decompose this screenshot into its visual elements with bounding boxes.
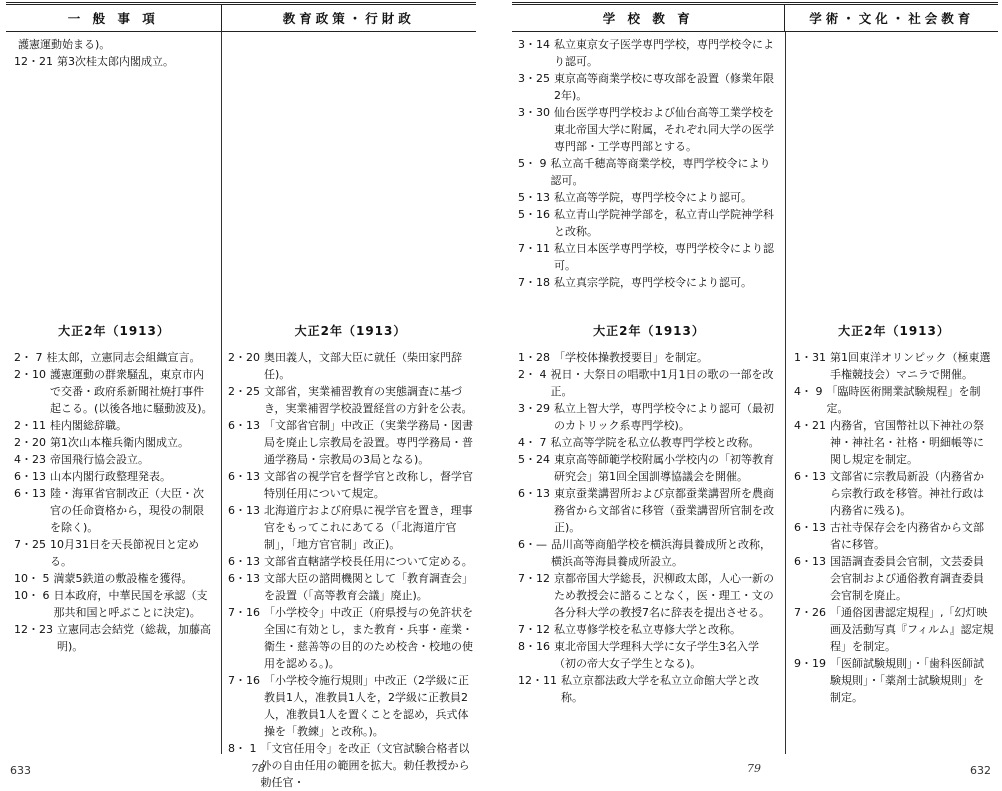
header-policy: 教育政策・行財政 bbox=[221, 5, 476, 31]
entry: 6・13 陸・海軍省官制改正（大臣・次官の任命資格から，現役の制限を除く)。 bbox=[14, 487, 204, 534]
entry: 6・13 文部省直轄諸学校長任用について定める。 bbox=[228, 555, 473, 568]
header-school: 学 校 教 育 bbox=[602, 11, 694, 26]
entry: 12・23 立憲同志会結党（総裁，加藤高明)。 bbox=[14, 623, 211, 653]
entry: 12・11 私立京都法政大学を私立立命館大学と改称。 bbox=[518, 674, 759, 704]
entry: 2・20 第1次山本権兵衛内閣成立。 bbox=[14, 436, 189, 449]
entry: 4・23 帝国飛行協会設立。 bbox=[14, 453, 149, 466]
entry: 6・13 文部省の視学官を督学官と改称し，督学官特別任用について規定。 bbox=[228, 470, 473, 500]
bottom-society-column bbox=[794, 349, 994, 706]
entry: 10・ 6 日本政府，中華民国を承認（支那共和国と呼ぶことに決定)。 bbox=[14, 589, 208, 619]
entry: 3・25 東京高等商業学校に専攻部を設置（修業年限2年)。 bbox=[518, 72, 774, 102]
era-heading: 大正2年（1913） bbox=[838, 324, 950, 338]
entry: 7・25 10月31日を天長節祝日と定める。 bbox=[14, 538, 199, 568]
entry: 6・13 山本内閣行政整理発表。 bbox=[14, 470, 171, 483]
page-number-left-center: 78 bbox=[251, 762, 265, 775]
page-number-left: 633 bbox=[10, 764, 31, 777]
entry: 9・19 「医師試験規則」・「歯科医師試験規則」・「薬剤士試験規則」を制定。 bbox=[794, 657, 984, 704]
entry: 1・31 第1回東洋オリンピック（極東選手権競技会）マニラで開催。 bbox=[794, 351, 991, 381]
entry: 3・14 私立東京女子医学専門学校，専門学校令により認可。 bbox=[518, 38, 774, 68]
entry: 6・13 北海道庁および府県に視学官を置き，理事官をもってこれにあてる（「北海道庁官制」，「地方官官制」改正)。 bbox=[228, 504, 473, 551]
entry: 4・ 9 「臨時医術開業試験規程」を制定。 bbox=[794, 385, 981, 415]
entry: 2・10 護憲運動の群衆騒乱，東京市内で交番・政府系新聞社焼打事件起こる。(以後各地に騒動波及)。 bbox=[14, 368, 213, 415]
entry: 7・12 京都帝国大学総長，沢柳政太郎，人心一新のため教授会に諮ることなく，医・理工・文の各分科大学の教授7名に辞表を提出させる。 bbox=[518, 572, 774, 619]
entry: 6・13 文部大臣の諮問機関として「教育調査会」を設置（「高等教育会議」廃止)。 bbox=[228, 572, 473, 602]
entry: 10・ 5 満蒙5鉄道の敷設権を獲得。 bbox=[14, 572, 193, 585]
era-heading: 大正2年（1913） bbox=[58, 324, 170, 338]
entry: 3・30 仙台医学専門学校および仙台高等工業学校を東北帝国大学に附属，それぞれ同大学の医学専門部・工学専門部とする。 bbox=[518, 106, 774, 153]
entry: 5・16 私立青山学院神学部を，私立青山学院神学科と改称。 bbox=[518, 208, 774, 238]
entry: 12・21 第3次桂太郎内閣成立。 bbox=[14, 55, 174, 68]
entry: 2・25 文部省，実業補習教育の実態調査に基づき，実業補習学校設置経営の方針を公表。 bbox=[228, 385, 473, 415]
right-page-header bbox=[512, 2, 998, 32]
era-heading: 大正2年（1913） bbox=[593, 324, 705, 338]
entry: 2・ 7 桂太郎，立憲同志会組織宣言。 bbox=[14, 351, 201, 364]
entry: 7・11 私立日本医学専門学校，専門学校令により認可。 bbox=[518, 242, 774, 272]
entry: 4・ 7 私立高等学院を私立仏教専門学校と改称。 bbox=[518, 436, 760, 449]
page-number-right: 632 bbox=[970, 764, 991, 777]
entry: 6・13 東京蚕業講習所および京都蚕業講習所を農商務省から文部省に移管（蚕業講習所官制を改正)。 bbox=[518, 487, 774, 534]
entry: 6・13 国語調査委員会官制，文芸委員会官制および通俗教育調査委員会官制を廃止。 bbox=[794, 555, 984, 602]
entry: 護憲運動始まる)。 bbox=[18, 38, 111, 51]
entry: 5・ 9 私立高千穂高等商業学校，専門学校令により認可。 bbox=[518, 157, 771, 187]
entry: 5・24 東京高等師範学校附属小学校内の「初等教育研究会」第1回全国訓導協議会を開催。 bbox=[518, 453, 774, 483]
entry: 6・— 品川高等商船学校を横浜海員養成所と改称，横浜高等海員養成所設立。 bbox=[518, 538, 771, 568]
entry: 7・16 「小学校令」中改正（府県授与の免許状を全国に有効とし，また教育・兵事・産業・衛生・慈善等の目的のため校舎・校地の使用を認める。)。 bbox=[228, 606, 473, 670]
entry: 2・11 桂内閣総辞職。 bbox=[14, 419, 127, 432]
bottom-school-column bbox=[518, 349, 780, 706]
bottom-general-column bbox=[14, 349, 214, 655]
entry: 5・13 私立高等学院，専門学校令により認可。 bbox=[518, 191, 752, 204]
era-heading: 大正2年（1913） bbox=[294, 324, 407, 338]
entry: 3・29 私立上智大学，専門学校令により認可（最初のカトリック系専門学校)。 bbox=[518, 402, 774, 432]
left-page-header bbox=[6, 2, 476, 32]
top-general-column bbox=[14, 36, 214, 70]
entry: 6・13 「文部省官制」中改正（実業学務局・図書局を廃止し宗教局を設置。専門学務局・普通学務局・宗教局の3局となる)。 bbox=[228, 419, 473, 466]
column-divider bbox=[785, 32, 786, 754]
column-divider bbox=[221, 32, 222, 754]
entry: 2・20 奥田義人，文部大臣に就任（柴田家門辞任)。 bbox=[228, 351, 462, 381]
entry: 8・ 1 「文官任用令」を改正（文官試験合格者以外の自由任用の範囲を拡大。勅任教授から勅任官・ bbox=[228, 742, 470, 789]
entry: 6・13 古社寺保存会を内務省から文部省に移管。 bbox=[794, 521, 984, 551]
header-general: 一 般 事 項 bbox=[67, 11, 159, 26]
entry: 4・21 内務省，官国幣社以下神社の祭神・神社名・社格・明細帳等に関し規定を制定。 bbox=[794, 419, 984, 466]
entry: 6・13 文部省に宗教局新設（内務省から宗教行政を移管。神社行政は内務省に残る)。 bbox=[794, 470, 984, 517]
entry: 7・12 私立専修学校を私立専修大学と改称。 bbox=[518, 623, 741, 636]
entry: 1・28 「学校体操教授要目」を制定。 bbox=[518, 351, 708, 364]
top-school-column bbox=[518, 36, 780, 291]
entry: 2・ 4 祝日・大祭日の唱歌中1月1日の歌の一部を改正。 bbox=[518, 368, 774, 398]
entry: 7・16 「小学校令施行規則」中改正（2学級に正教員1人，准教員1人を，2学級に正教員2人，准教員1人を置くことを認め，兵式体操を「教練」と改称。)。 bbox=[228, 674, 469, 738]
entry: 8・16 東北帝国大学理科大学に女子学生3名入学（初の帝大女子学生となる)。 bbox=[518, 640, 759, 670]
bottom-policy-column bbox=[228, 349, 473, 791]
entry: 7・26 「通俗図書認定規程」,「幻灯映画及活動写真『フィルム』認定規程」を制定。 bbox=[794, 606, 994, 653]
header-society: 学術・文化・社会教育 bbox=[784, 5, 998, 31]
entry: 7・18 私立真宗学院，専門学校令により認可。 bbox=[518, 276, 752, 289]
page-number-right-center: 79 bbox=[747, 762, 761, 775]
